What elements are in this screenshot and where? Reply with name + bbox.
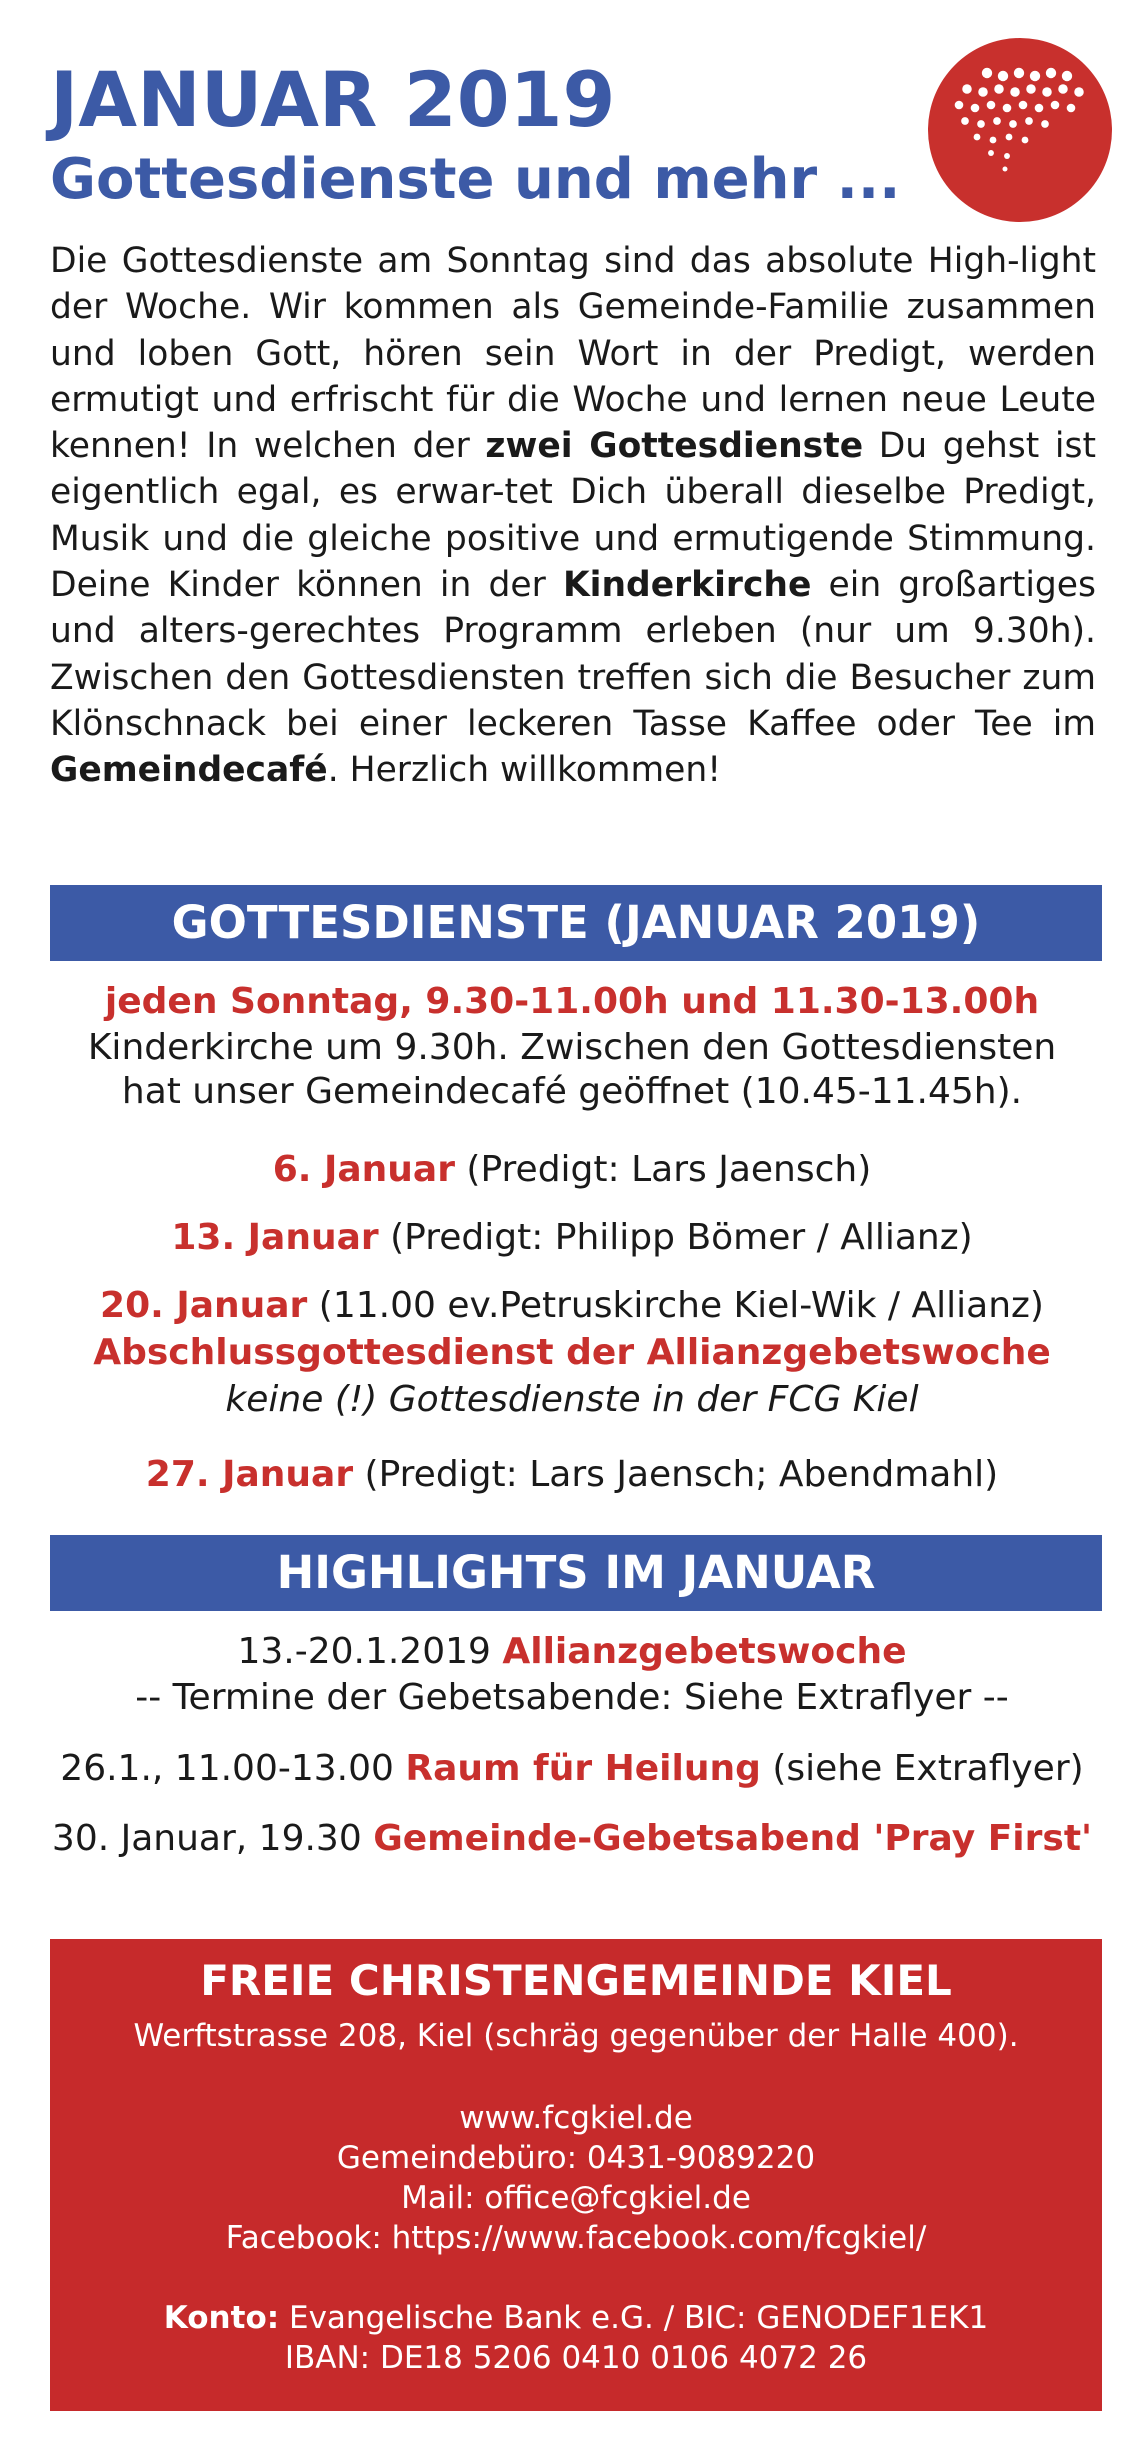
highlight-when: 30. Januar, 19.30 — [51, 1818, 374, 1859]
jan20-note: keine (!) Gottesdienste in der FCG Kiel — [225, 1379, 919, 1420]
intro-bold-3: Gemeindecafé — [50, 750, 328, 791]
website-link[interactable]: www.fcgkiel.de — [459, 2100, 693, 2136]
service-date: 27. Januar — [145, 1454, 354, 1495]
office-phone: Gemeindebüro: 0431-9089220 — [336, 2140, 816, 2176]
logo-dot — [1026, 84, 1036, 94]
highlight-item — [0, 1817, 1144, 1861]
logo-dot — [998, 71, 1008, 81]
logo-dot — [978, 87, 988, 97]
logo-dot — [1010, 87, 1020, 97]
facebook-link[interactable]: Facebook: https://www.facebook.com/fcgkiel/ — [225, 2220, 927, 2256]
services-note-1: Kinderkirche um 9.30h. Zwischen den Gottesdiensten — [87, 1027, 1057, 1068]
logo-dot — [982, 68, 992, 78]
prayer-note: -- Termine der Gebetsabende: Siehe Extraflyer -- — [135, 1677, 1009, 1718]
logo-dot — [1003, 104, 1012, 113]
services-note-2: hat unser Gemeindecafé geöffnet (10.45-11.45h). — [121, 1071, 1023, 1112]
service-detail: (11.00 ev.Petruskirche Kiel-Wik / Allianz) — [307, 1285, 1044, 1326]
service-item — [0, 1216, 1144, 1260]
highlight-what: Gemeinde-Gebetsabend 'Pray First' — [373, 1818, 1093, 1859]
logo-dot — [1046, 68, 1056, 78]
logo-dot — [961, 117, 969, 125]
service-detail: (Predigt: Philipp Bömer / Allianz) — [378, 1217, 973, 1258]
logo-dot — [1035, 104, 1044, 113]
logo-dot — [1062, 71, 1072, 81]
logo-dot — [1022, 137, 1029, 144]
highlight-when: 13.-20.1.2019 — [237, 1631, 503, 1672]
bank-line — [50, 2299, 1102, 2337]
konto-label: Konto: — [163, 2300, 280, 2336]
logo-dot — [988, 150, 994, 156]
highlight-what: Allianzgebetswoche — [502, 1631, 907, 1672]
contact-box — [50, 1939, 1102, 2411]
church-logo-icon — [925, 35, 1115, 225]
logo-dot — [977, 120, 985, 128]
service-date: 20. Januar — [100, 1285, 308, 1326]
every-sunday-line — [0, 980, 1144, 1024]
intro-text-1: Die Gottesdienste am Sonntag sind das absolute High-light der Woche. Wir kommen als Gemeinde-Familie zusammen und loben Gott, hören sein Wort in der Predigt, werden ermutigt und erfrischt für die Woche und lernen neue Leute kennen! In welchen der — [50, 241, 1096, 467]
highlight-item — [0, 1747, 1144, 1791]
logo-dot — [1006, 134, 1013, 141]
church-address: Werftstrasse 208, Kiel (schräg gegenüber der Halle 400). — [133, 2018, 1019, 2054]
logo-dot — [1058, 84, 1068, 94]
intro-text-2: Du gehst ist eigentlich egal, es erwar-tet Dich überall dieselbe Predigt, Musik und die gleiche positive und ermutigende Stimmung. Deine Kinder können in der — [50, 426, 1096, 606]
mail-link[interactable]: Mail: office@fcgkiel.de — [401, 2180, 751, 2216]
highlights-heading: HIGHLIGHTS IM JANUAR — [50, 1535, 1102, 1611]
logo-dot — [993, 117, 1001, 125]
church-name: FREIE CHRISTENGEMEINDE KIEL — [200, 1956, 952, 2005]
intro-bold-1: zwei Gottesdienste — [485, 426, 864, 467]
intro-text-4: . Herzlich willkommen! — [327, 750, 722, 791]
logo-dot — [1004, 153, 1010, 159]
service-item — [0, 1148, 1144, 1192]
page-subtitle: Gottesdienste und mehr ... — [50, 147, 901, 212]
logo-dot — [962, 84, 972, 94]
logo-dot — [1014, 68, 1024, 78]
logo-dot — [994, 84, 1004, 94]
logo-dot — [1042, 87, 1052, 97]
iban-line: IBAN: DE18 5206 0410 0106 4072 26 — [284, 2340, 868, 2376]
service-item — [0, 1284, 1144, 1328]
logo-dot — [1030, 71, 1040, 81]
service-date: 6. Januar — [272, 1149, 455, 1190]
service-detail: (Predigt: Lars Jaensch) — [454, 1149, 872, 1190]
page-title: JANUAR 2019 — [50, 55, 616, 144]
highlight-what: Raum für Heilung — [405, 1748, 761, 1789]
konto-text: Evangelische Bank e.G. / BIC: GENODEF1EK1 — [279, 2300, 989, 2336]
service-date: 13. Januar — [171, 1217, 379, 1258]
logo-dot — [990, 137, 997, 144]
highlight-extra: (siehe Extraflyer) — [760, 1748, 1084, 1789]
jan20-title: Abschlussgottesdienst der Allianzgebetswoche — [93, 1332, 1051, 1373]
logo-dot — [974, 134, 981, 141]
logo-dot — [1067, 104, 1076, 113]
logo-dot — [1009, 120, 1017, 128]
service-detail: (Predigt: Lars Jaensch; Abendmahl) — [353, 1454, 999, 1495]
services-heading: GOTTESDIENSTE (JANUAR 2019) — [50, 885, 1102, 961]
jan20-title-line — [0, 1331, 1144, 1375]
service-item — [0, 1453, 1144, 1497]
every-sunday-text: jeden Sonntag, 9.30-11.00h und 11.30-13.00h — [104, 981, 1040, 1022]
logo-dot — [1019, 101, 1028, 110]
highlight-item — [0, 1630, 1144, 1674]
logo-dot — [1074, 87, 1084, 97]
intro-bold-2: Kinderkirche — [562, 565, 812, 606]
logo-dot — [1051, 101, 1060, 110]
intro-paragraph — [50, 238, 1096, 794]
logo-dot — [1041, 120, 1049, 128]
logo-dot — [955, 101, 964, 110]
intro-text-3: ein großartiges und alters-gerechtes Programm erleben (nur um 9.30h). Zwischen den Gottesdiensten treffen sich die Besucher zum Klönschnack bei einer leckeren Tasse Kaffee oder Tee im — [50, 565, 1097, 744]
logo-dot — [1003, 167, 1008, 172]
logo-dot — [987, 101, 996, 110]
highlight-when: 26.1., 11.00-13.00 — [60, 1748, 406, 1789]
logo-dot — [1025, 117, 1033, 125]
logo-dot — [971, 104, 980, 113]
